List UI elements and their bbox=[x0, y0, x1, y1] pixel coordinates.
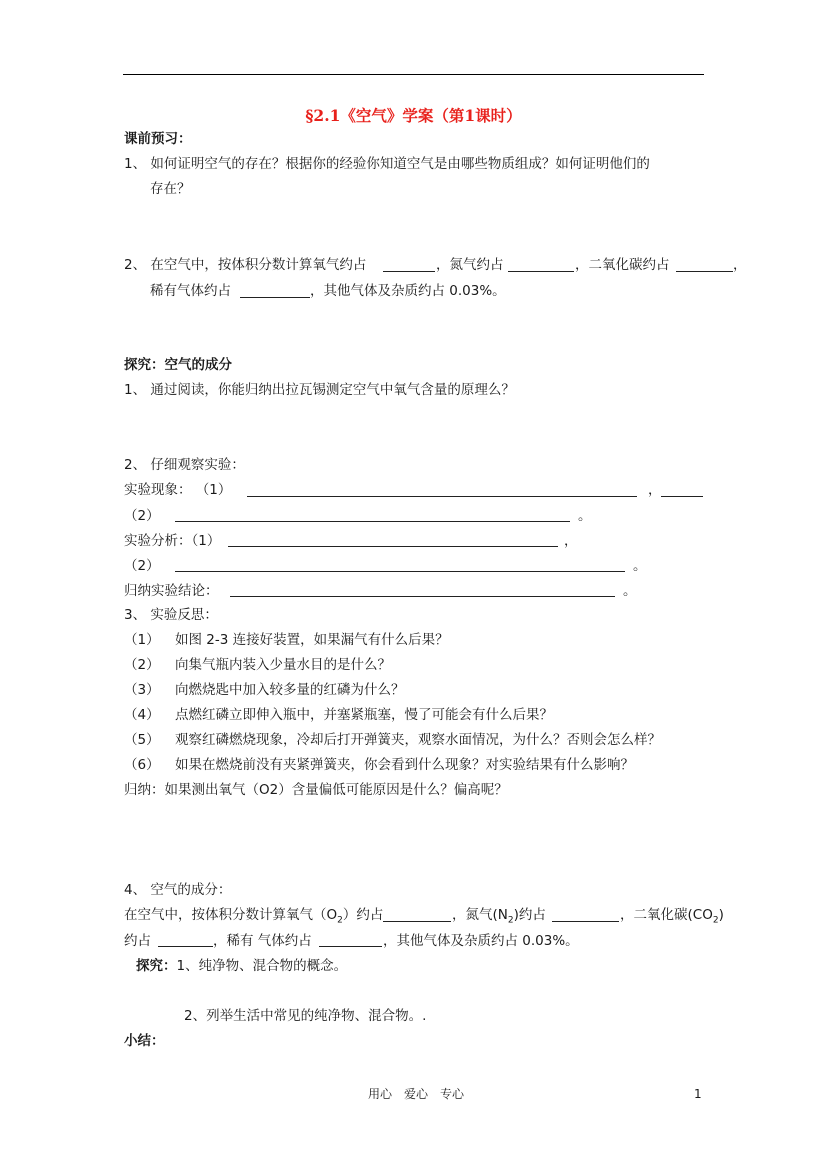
blank-phenomenon-1 bbox=[247, 496, 637, 497]
preview-heading: 课前预习： bbox=[124, 131, 192, 147]
blank-nitrogen-2 bbox=[552, 921, 619, 922]
reflection-text: 向集气瓶内装入少量水目的是什么？ bbox=[175, 657, 391, 673]
phenomenon-period: 。 bbox=[578, 508, 592, 524]
explore-q2: 2、 仔细观察实验： bbox=[124, 457, 245, 473]
header-rule bbox=[123, 74, 704, 75]
blank-phenomenon-2 bbox=[175, 521, 570, 522]
composition-line1-a: 在空气中，按体积分数计算氧气$(O_2)$约占 bbox=[124, 907, 384, 926]
explore-q1: 1、 通过阅读，你能归纳出拉瓦锡测定空气中氧气含量的原理么？ bbox=[124, 382, 515, 398]
blank-co2 bbox=[676, 271, 733, 272]
page-title: §2.1《空气》学案（第1课时） bbox=[305, 106, 522, 125]
composition-line2-a: 约占 bbox=[124, 933, 151, 949]
preview-q2-part-b: ，氮气约占 bbox=[436, 257, 504, 273]
blank-nitrogen bbox=[508, 271, 574, 272]
reflection-text: 如果在燃烧前没有夹紧弹簧夹，你会看到什么现象？对实验结果有什么影响？ bbox=[175, 757, 634, 773]
composition-line2-b: ，稀有 气体约占 bbox=[213, 933, 312, 949]
conclusion-label: 归纳实验结论： bbox=[124, 583, 219, 599]
reflection-summary: 归纳：如果测出氧气（O2）含量偏低可能原因是什么？偏高呢？ bbox=[124, 782, 508, 798]
blank-oxygen-2 bbox=[383, 921, 451, 922]
reflection-text: 如图 2-3 连接好装置，如果漏气有什么后果？ bbox=[175, 632, 449, 648]
blank-rare-gas bbox=[240, 297, 310, 298]
reflection-heading: 3、 实验反思： bbox=[124, 607, 218, 623]
composition-line2-c: ，其他气体及杂质约占 0.03%。 bbox=[383, 933, 579, 949]
blank-analysis-1 bbox=[228, 546, 558, 547]
footer-motto: 用心 爱心 专心 bbox=[368, 1087, 465, 1101]
reflection-num: （6） bbox=[124, 757, 160, 773]
analysis-period: 。 bbox=[633, 558, 647, 574]
preview-q2-part-f: ，其他气体及杂质约占 0.03%。 bbox=[310, 283, 506, 299]
blank-phenomenon-1b bbox=[661, 496, 703, 497]
blank-conclusion bbox=[230, 596, 615, 597]
explore2-line: 探究：1、纯净物、混合物的概念。 bbox=[136, 958, 348, 974]
reflection-num: （2） bbox=[124, 657, 160, 673]
composition-line1-c: ，二氧化碳$(CO_2)$ bbox=[620, 907, 724, 926]
preview-q2-part-a: 2、 在空气中，按体积分数计算氧气约占 bbox=[124, 257, 367, 273]
reflection-num: （3） bbox=[124, 682, 160, 698]
blank-oxygen bbox=[383, 271, 435, 272]
explore2-q2: 2、列举生活中常见的纯净物、混合物。. bbox=[184, 1008, 427, 1024]
phenomenon-label: 实验现象： （1） bbox=[124, 482, 232, 498]
reflection-num: （1） bbox=[124, 632, 160, 648]
analysis-item2: （2） bbox=[124, 558, 160, 574]
preview-q2-part-c: ，二氧化碳约占 bbox=[575, 257, 670, 273]
preview-q1-line1: 1、 如何证明空气的存在？根据你的经验你知道空气是由哪些物质组成？如何证明他们的 bbox=[124, 156, 650, 172]
preview-q1-line2: 存在？ bbox=[150, 181, 191, 197]
reflection-text: 向燃烧匙中加入较多量的红磷为什么？ bbox=[175, 682, 405, 698]
page-number: 1 bbox=[694, 1087, 702, 1101]
blank-analysis-2 bbox=[175, 571, 625, 572]
analysis-label: 实验分析：（1） bbox=[124, 533, 221, 549]
reflection-text: 点燃红磷立即伸入瓶中，并塞紧瓶塞，慢了可能会有什么后果？ bbox=[175, 707, 553, 723]
phenomenon-item2: （2） bbox=[124, 508, 160, 524]
preview-q2-part-d: ， bbox=[733, 257, 747, 273]
summary-heading: 小结： bbox=[124, 1033, 165, 1049]
reflection-text: 观察红磷燃烧现象，冷却后打开弹簧夹，观察水面情况，为什么？否则会怎么样？ bbox=[175, 732, 661, 748]
conclusion-period: 。 bbox=[623, 583, 637, 599]
explore-heading: 探究：空气的成分 bbox=[124, 357, 232, 373]
blank-co2-2 bbox=[158, 946, 213, 947]
composition-heading: 4、 空气的成分： bbox=[124, 882, 232, 898]
preview-q2-part-e: 稀有气体约占 bbox=[150, 283, 231, 299]
reflection-num: （4） bbox=[124, 707, 160, 723]
reflection-num: （5） bbox=[124, 732, 160, 748]
analysis-comma: ， bbox=[564, 533, 578, 549]
phenomenon-comma: ， bbox=[648, 482, 662, 498]
composition-line1-b: ，氮气$(N_2)$约占 bbox=[452, 907, 546, 926]
blank-rare-gas-2 bbox=[319, 946, 382, 947]
